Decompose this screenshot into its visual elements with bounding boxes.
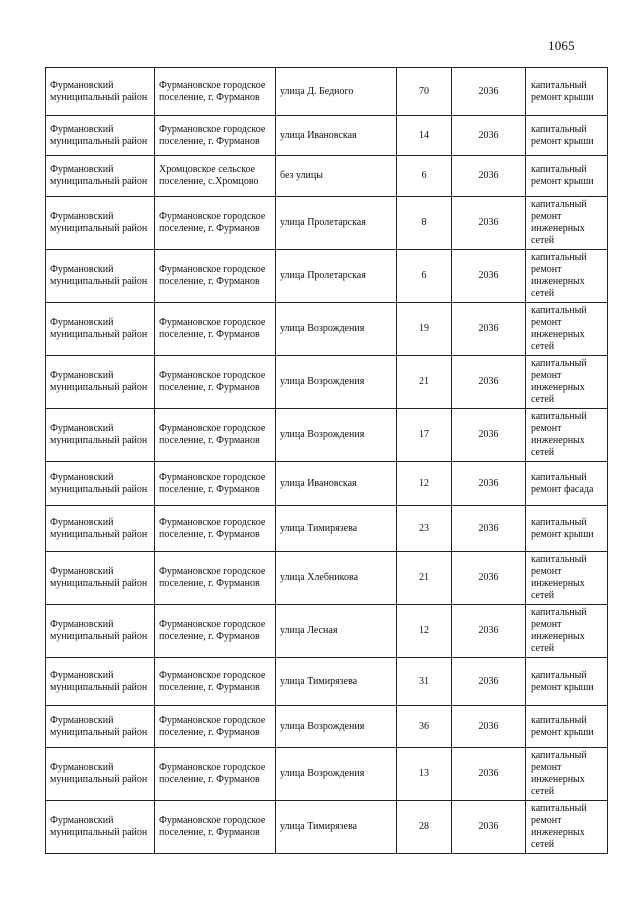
house-number-cell: 21 (397, 552, 452, 605)
work-type-cell: капитальный ремонт инженерных сетей (526, 605, 608, 658)
year-cell: 2036 (452, 462, 526, 506)
district-cell: Фурмановский муниципальный район (46, 250, 155, 303)
settlement-cell: Фурмановское городское поселение, г. Фурманов (155, 801, 276, 854)
year-cell: 2036 (452, 409, 526, 462)
year-cell: 2036 (452, 250, 526, 303)
year-cell: 2036 (452, 605, 526, 658)
settlement-cell: Фурмановское городское поселение, г. Фурманов (155, 197, 276, 250)
street-cell: улица Возрождения (276, 303, 397, 356)
district-cell: Фурмановский муниципальный район (46, 552, 155, 605)
district-cell: Фурмановский муниципальный район (46, 303, 155, 356)
table-row (46, 156, 608, 197)
street-cell: улица Возрождения (276, 706, 397, 748)
year-cell: 2036 (452, 801, 526, 854)
table-row (46, 462, 608, 506)
settlement-cell: Фурмановское городское поселение, г. Фурманов (155, 68, 276, 116)
work-type-cell: капитальный ремонт крыши (526, 506, 608, 552)
table-row (46, 658, 608, 706)
table-body (46, 68, 608, 854)
work-type-cell: капитальный ремонт инженерных сетей (526, 197, 608, 250)
district-cell: Фурмановский муниципальный район (46, 409, 155, 462)
street-cell: улица Хлебникова (276, 552, 397, 605)
table-row (46, 356, 608, 409)
district-cell: Фурмановский муниципальный район (46, 68, 155, 116)
settlement-cell: Фурмановское городское поселение, г. Фурманов (155, 605, 276, 658)
street-cell: улица Возрождения (276, 409, 397, 462)
settlement-cell: Фурмановское городское поселение, г. Фурманов (155, 552, 276, 605)
street-cell: улица Д. Бедного (276, 68, 397, 116)
settlement-cell: Фурмановское городское поселение, г. Фурманов (155, 356, 276, 409)
settlement-cell: Фурмановское городское поселение, г. Фурманов (155, 409, 276, 462)
work-type-cell: капитальный ремонт инженерных сетей (526, 356, 608, 409)
street-cell: улица Ивановская (276, 116, 397, 156)
settlement-cell: Фурмановское городское поселение, г. Фурманов (155, 462, 276, 506)
street-cell: улица Пролетарская (276, 197, 397, 250)
year-cell: 2036 (452, 658, 526, 706)
house-number-cell: 70 (397, 68, 452, 116)
settlement-cell: Фурмановское городское поселение, г. Фурманов (155, 748, 276, 801)
district-cell: Фурмановский муниципальный район (46, 356, 155, 409)
table-row (46, 801, 608, 854)
street-cell: улица Лесная (276, 605, 397, 658)
district-cell: Фурмановский муниципальный район (46, 116, 155, 156)
year-cell: 2036 (452, 706, 526, 748)
work-type-cell: капитальный ремонт крыши (526, 156, 608, 197)
work-type-cell: капитальный ремонт инженерных сетей (526, 801, 608, 854)
district-cell: Фурмановский муниципальный район (46, 462, 155, 506)
year-cell: 2036 (452, 552, 526, 605)
district-cell: Фурмановский муниципальный район (46, 506, 155, 552)
street-cell: улица Тимирязева (276, 506, 397, 552)
page-number: 1065 (548, 38, 575, 53)
table-row (46, 605, 608, 658)
street-cell: улица Возрождения (276, 356, 397, 409)
work-type-cell: капитальный ремонт крыши (526, 706, 608, 748)
district-cell: Фурмановский муниципальный район (46, 197, 155, 250)
house-number-cell: 6 (397, 250, 452, 303)
house-number-cell: 8 (397, 197, 452, 250)
house-number-cell: 14 (397, 116, 452, 156)
year-cell: 2036 (452, 156, 526, 197)
house-number-cell: 12 (397, 462, 452, 506)
street-cell: улица Ивановская (276, 462, 397, 506)
settlement-cell: Фурмановское городское поселение, г. Фурманов (155, 250, 276, 303)
table-row (46, 506, 608, 552)
work-type-cell: капитальный ремонт крыши (526, 68, 608, 116)
house-number-cell: 13 (397, 748, 452, 801)
table-row (46, 748, 608, 801)
house-number-cell: 21 (397, 356, 452, 409)
street-cell: улица Тимирязева (276, 658, 397, 706)
district-cell: Фурмановский муниципальный район (46, 706, 155, 748)
year-cell: 2036 (452, 197, 526, 250)
district-cell: Фурмановский муниципальный район (46, 658, 155, 706)
house-number-cell: 12 (397, 605, 452, 658)
settlement-cell: Фурмановское городское поселение, г. Фурманов (155, 116, 276, 156)
district-cell: Фурмановский муниципальный район (46, 156, 155, 197)
year-cell: 2036 (452, 356, 526, 409)
table-row (46, 68, 608, 116)
year-cell: 2036 (452, 748, 526, 801)
house-number-cell: 28 (397, 801, 452, 854)
settlement-cell: Хромцовское сельское поселение, с.Хромцово (155, 156, 276, 197)
work-type-cell: капитальный ремонт инженерных сетей (526, 748, 608, 801)
house-number-cell: 17 (397, 409, 452, 462)
year-cell: 2036 (452, 506, 526, 552)
repair-schedule-table (45, 67, 608, 854)
table-row (46, 303, 608, 356)
house-number-cell: 6 (397, 156, 452, 197)
house-number-cell: 31 (397, 658, 452, 706)
street-cell: улица Возрождения (276, 748, 397, 801)
work-type-cell: капитальный ремонт инженерных сетей (526, 552, 608, 605)
year-cell: 2036 (452, 116, 526, 156)
house-number-cell: 23 (397, 506, 452, 552)
work-type-cell: капитальный ремонт крыши (526, 658, 608, 706)
table-row (46, 116, 608, 156)
work-type-cell: капитальный ремонт фасада (526, 462, 608, 506)
year-cell: 2036 (452, 68, 526, 116)
street-cell: улица Пролетарская (276, 250, 397, 303)
house-number-cell: 36 (397, 706, 452, 748)
table-row (46, 197, 608, 250)
settlement-cell: Фурмановское городское поселение, г. Фурманов (155, 706, 276, 748)
work-type-cell: капитальный ремонт инженерных сетей (526, 409, 608, 462)
district-cell: Фурмановский муниципальный район (46, 605, 155, 658)
district-cell: Фурмановский муниципальный район (46, 748, 155, 801)
street-cell: без улицы (276, 156, 397, 197)
work-type-cell: капитальный ремонт инженерных сетей (526, 303, 608, 356)
street-cell: улица Тимирязева (276, 801, 397, 854)
table-row (46, 552, 608, 605)
table-row (46, 250, 608, 303)
year-cell: 2036 (452, 303, 526, 356)
house-number-cell: 19 (397, 303, 452, 356)
settlement-cell: Фурмановское городское поселение, г. Фурманов (155, 658, 276, 706)
work-type-cell: капитальный ремонт инженерных сетей (526, 250, 608, 303)
table-row (46, 409, 608, 462)
settlement-cell: Фурмановское городское поселение, г. Фурманов (155, 506, 276, 552)
table-row (46, 706, 608, 748)
work-type-cell: капитальный ремонт крыши (526, 116, 608, 156)
settlement-cell: Фурмановское городское поселение, г. Фурманов (155, 303, 276, 356)
district-cell: Фурмановский муниципальный район (46, 801, 155, 854)
